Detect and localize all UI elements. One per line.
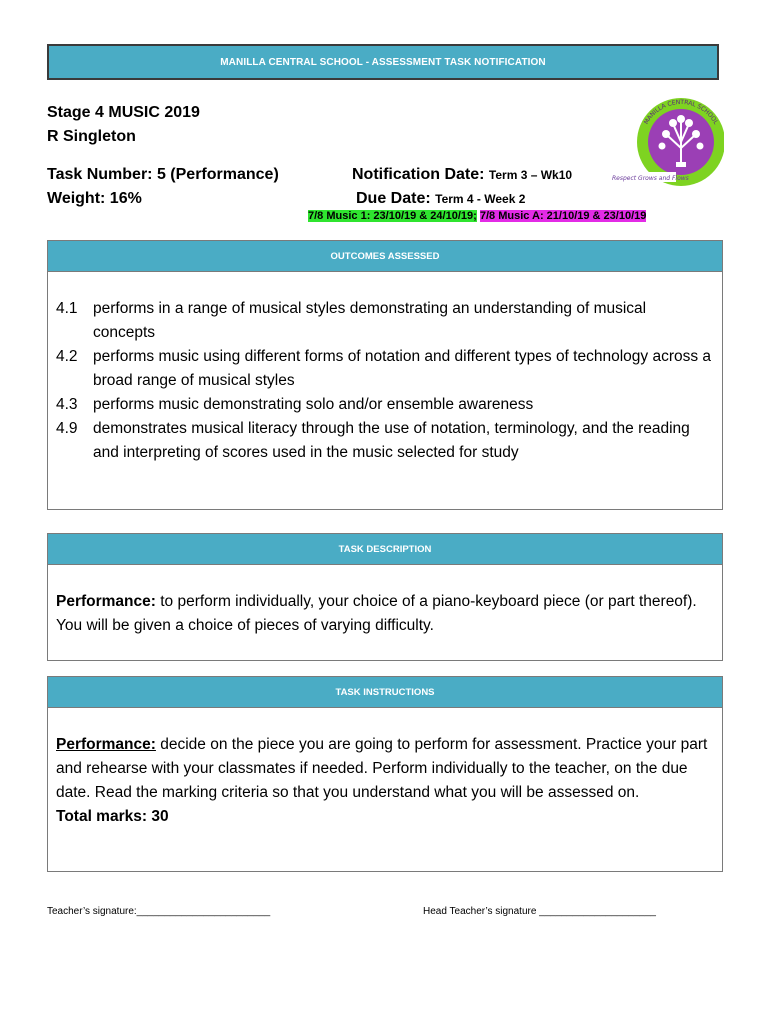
notification-label: Notification Date: xyxy=(352,166,485,183)
notification-date xyxy=(352,166,572,184)
notification-value: Term 3 – Wk10 xyxy=(488,168,573,182)
instructions-paragraph xyxy=(56,733,712,805)
head-teacher-signature-line: Head Teacher’s signature _____________________ xyxy=(423,906,656,917)
list-item xyxy=(56,345,712,393)
list-item xyxy=(56,393,712,417)
outcome-number: 4.2 xyxy=(56,348,78,365)
description-label: Performance: xyxy=(56,593,156,610)
class-a-dates: 7/8 Music A: 21/10/19 & 23/10/19 xyxy=(479,210,647,222)
outcome-text: performs in a range of musical styles demonstrating an understanding of musical concepts xyxy=(93,300,647,341)
instructions-text: decide on the piece you are going to perform for assessment. Practice your part and rehearse with your classmates if needed. Perform individually to the teacher, on the due date. Read the marking criteria so that you understand what you will be assessed on. xyxy=(56,736,708,801)
outcome-number: 4.9 xyxy=(56,420,78,437)
stage-title: Stage 4 MUSIC 2019 xyxy=(47,104,200,121)
description-text: to perform individually, your choice of a piano-keyboard piece (or part thereof). You will be given a choice of pieces of varying difficulty. xyxy=(56,593,697,634)
logo-motto: Respect Grows and Flows xyxy=(612,175,689,182)
logo-ring-text: MANILLA CENTRAL SCHOOL xyxy=(642,98,720,126)
task-weight: Weight: 16% xyxy=(47,190,142,207)
outcomes-section xyxy=(47,240,723,510)
instructions-section xyxy=(47,676,723,872)
due-label: Due Date: xyxy=(356,190,431,207)
teacher-name: R Singleton xyxy=(47,128,136,145)
tree-icon xyxy=(608,96,724,188)
task-number: Task Number: 5 (Performance) xyxy=(47,166,279,183)
class-1-dates: 7/8 Music 1: 23/10/19 & 24/10/19; xyxy=(308,210,477,222)
description-body xyxy=(56,590,712,638)
instructions-heading: TASK INSTRUCTIONS xyxy=(48,677,722,708)
due-date xyxy=(356,190,525,208)
list-item xyxy=(56,417,712,465)
outcome-text: performs music demonstrating solo and/or ensemble awareness xyxy=(93,396,534,413)
class-dates xyxy=(308,210,646,222)
outcome-number: 4.3 xyxy=(56,396,78,413)
instructions-label: Performance: xyxy=(56,736,156,753)
outcome-number: 4.1 xyxy=(56,300,78,317)
due-value: Term 4 - Week 2 xyxy=(435,192,526,206)
outcome-text: performs music using different forms of notation and different types of technology across a broad range of musical styles xyxy=(93,348,712,389)
outcomes-heading: OUTCOMES ASSESSED xyxy=(48,241,722,272)
instructions-body xyxy=(56,733,712,829)
total-marks: Total marks: 30 xyxy=(56,808,169,825)
outcome-list xyxy=(56,297,712,465)
school-logo xyxy=(608,96,724,188)
banner-title: MANILLA CENTRAL SCHOOL - ASSESSMENT TASK NOTIFICATION xyxy=(220,56,546,68)
assessment-banner xyxy=(47,44,719,80)
description-heading: TASK DESCRIPTION xyxy=(48,534,722,565)
description-section xyxy=(47,533,723,661)
teacher-signature-line: Teacher’s signature:________________________ xyxy=(47,906,271,917)
outcome-text: demonstrates musical literacy through the use of notation, terminology, and the reading and interpreting of scores used in the music selected for study xyxy=(93,420,690,461)
list-item xyxy=(56,297,712,345)
